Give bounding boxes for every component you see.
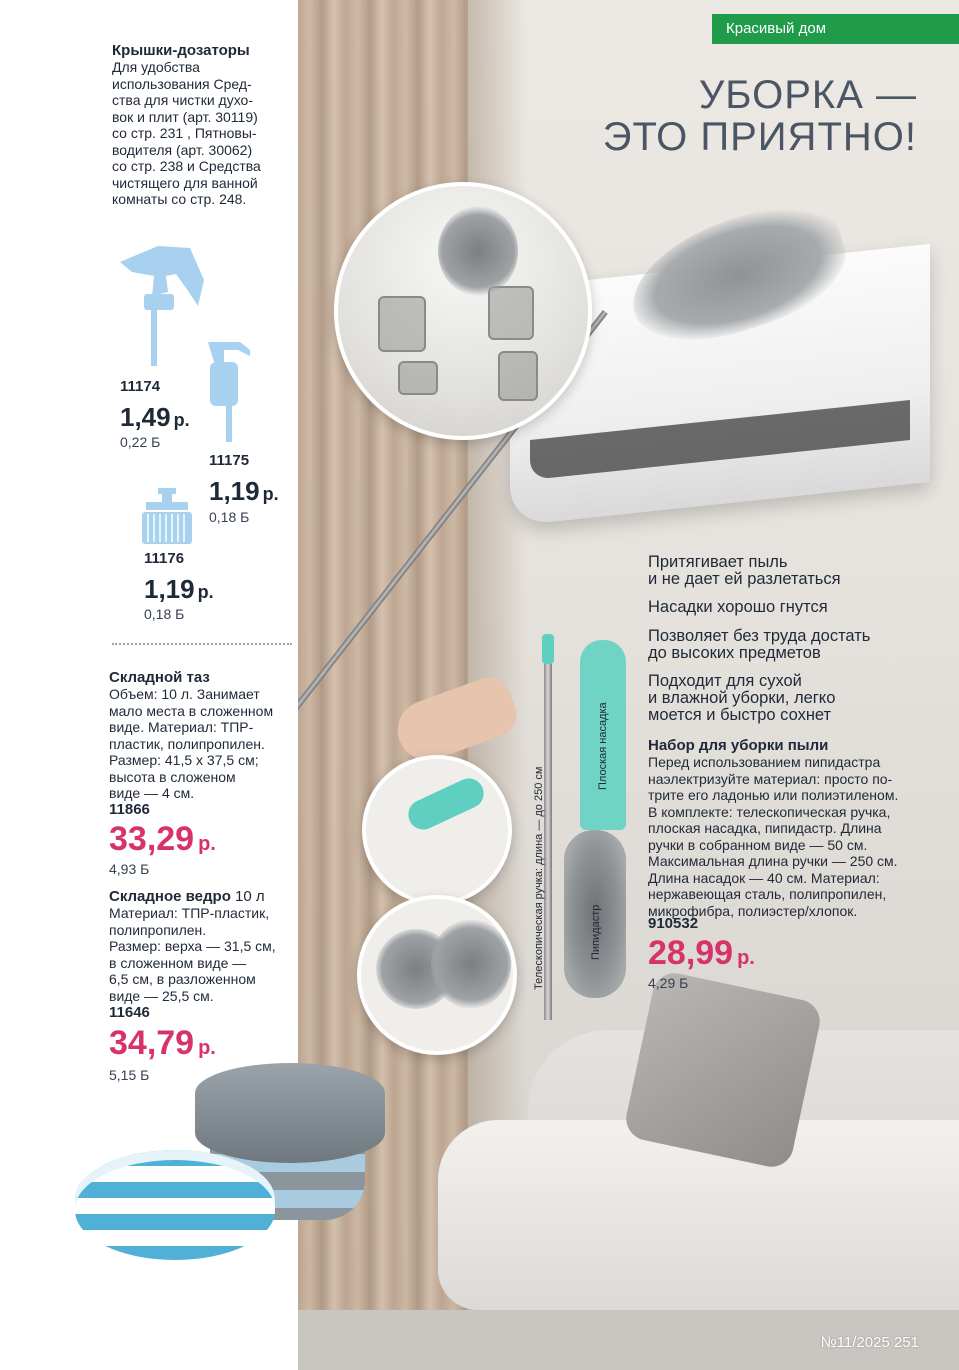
feature-item xyxy=(648,628,870,662)
bucket-description xyxy=(109,905,295,1004)
price-value: 33,29 xyxy=(109,820,195,858)
currency: р. xyxy=(173,410,190,430)
desc-line: чистящего для ванной xyxy=(112,174,258,191)
price xyxy=(209,476,279,507)
article-number: 11646 xyxy=(109,1004,150,1021)
price-value: 1,19 xyxy=(209,476,260,506)
currency: р. xyxy=(198,1037,216,1059)
page-headline xyxy=(603,74,917,158)
currency: р. xyxy=(262,484,279,504)
price xyxy=(120,402,190,433)
desc-line: наэлектризуйте материал: просто по- xyxy=(648,770,893,787)
desc-line: ства для чистки духо- xyxy=(112,92,253,108)
feature-line: и влажной уборки, легко xyxy=(648,689,836,707)
telescopic-handle-tip xyxy=(542,634,554,664)
desc-line: ручки в собранном виде — 50 см. xyxy=(648,836,868,853)
duster-fluff xyxy=(438,206,518,296)
price xyxy=(109,820,216,859)
desc-line: виде — 4 см. xyxy=(109,785,195,801)
price-value: 34,79 xyxy=(109,1024,195,1062)
desc-line: Для удобства xyxy=(112,59,200,75)
headline-line: УБОРКА — xyxy=(698,73,917,117)
issue-number: №11/2025 xyxy=(820,1334,890,1351)
currency: р. xyxy=(198,833,216,855)
desc-line: Объем: 10 л. Занимает xyxy=(109,686,260,702)
points: 4,29 Б xyxy=(648,975,689,991)
price xyxy=(109,1024,216,1063)
page-number: 251 xyxy=(893,1334,919,1351)
spray-trigger-icon xyxy=(118,236,208,368)
category-tab: Красивый дом xyxy=(712,14,959,44)
currency: р. xyxy=(197,582,214,602)
desc-line: водителя (арт. 30062) xyxy=(112,141,253,158)
handle-label: Телескопическая ручка: длина — до 250 см xyxy=(533,766,545,990)
desc-line: Размер: 41,5 х 37,5 см; xyxy=(109,752,259,768)
feature-line: Притягивает пыль xyxy=(648,553,788,571)
desc-line: со стр. 231 , Пятновы- xyxy=(112,125,257,141)
desc-line: использования Сред- xyxy=(112,75,252,92)
folding-bucket-rim xyxy=(195,1063,385,1163)
article-number: 910532 xyxy=(648,915,699,932)
page-footer xyxy=(821,1334,919,1351)
basin-title: Складной таз xyxy=(109,669,210,686)
lamp-shade xyxy=(488,286,534,340)
points: 0,22 Б xyxy=(120,434,161,450)
desc-line: в сложенном виде — xyxy=(109,954,247,971)
duster-circle-image xyxy=(357,895,517,1055)
folding-basin-image xyxy=(75,1150,275,1260)
feature-line: Насадки хорошо гнутся xyxy=(648,598,828,616)
flat-nozzle-circle-image xyxy=(362,755,512,905)
pump-dispenser-icon xyxy=(206,336,256,444)
article-number: 11174 xyxy=(120,378,161,395)
desc-line: виде — 25,5 см. xyxy=(109,987,214,1004)
bucket-title xyxy=(109,888,265,905)
points: 4,93 Б xyxy=(109,861,150,877)
telescopic-handle xyxy=(544,640,552,1020)
desc-line: полипропилен. xyxy=(109,921,207,938)
desc-line: виде. Материал: ТПР- xyxy=(109,719,254,735)
basin-description xyxy=(109,686,295,802)
bucket-volume: 10 л xyxy=(230,888,265,905)
flat-nozzle-shape xyxy=(403,774,488,835)
feature-line: и не дает ей разлетаться xyxy=(648,570,841,588)
headline-line: ЭТО ПРИЯТНО! xyxy=(602,115,917,159)
desc-line: нержавеющая сталь, полипропилен, xyxy=(648,886,887,902)
article-number: 11866 xyxy=(109,801,150,818)
desc-line: пластик, полипропилен. xyxy=(109,735,265,752)
pipidastr-label: Пипидастр xyxy=(590,904,602,960)
dispensers-title: Крышки-дозаторы xyxy=(112,42,250,59)
price-value: 1,49 xyxy=(120,402,171,432)
duster-fluff xyxy=(431,919,511,1009)
desc-line: В комплекте: телескопическая ручка, xyxy=(648,803,891,820)
desc-line: трите его ладонью или полиэтиленом. xyxy=(648,787,899,803)
points: 0,18 Б xyxy=(209,509,250,525)
divider xyxy=(112,643,292,645)
desc-line: микрофибра, полиэстер/хлопок. xyxy=(648,902,858,919)
bucket-title-bold: Складное ведро xyxy=(109,888,231,905)
desc-line: комнаты со стр. 248. xyxy=(112,191,247,207)
currency: р. xyxy=(737,947,755,969)
dispenser-cap-icon xyxy=(140,488,194,544)
article-number: 11175 xyxy=(209,452,250,469)
price xyxy=(144,574,214,605)
feature-line: Подходит для сухой xyxy=(648,672,802,690)
desc-line: Перед использованием пипидастра xyxy=(648,754,881,770)
price-value: 28,99 xyxy=(648,934,734,972)
desc-line: Длина насадок — 40 см. Материал: xyxy=(648,869,880,886)
price-value: 1,19 xyxy=(144,574,195,604)
desc-line: Максимальная длина ручки — 250 см. xyxy=(648,853,898,869)
article-number: 11176 xyxy=(144,550,185,567)
feature-item xyxy=(648,554,841,588)
dispensers-description xyxy=(112,59,292,208)
desc-line: высота в сложеном xyxy=(109,768,236,785)
feature-item xyxy=(648,673,835,724)
feature-line: до высоких предметов xyxy=(648,644,821,662)
desc-line: мало места в сложенном xyxy=(109,702,274,719)
dust-kit-description xyxy=(648,754,933,919)
feature-line: Позволяет без труда достать xyxy=(648,627,871,645)
dust-kit-title: Набор для уборки пыли xyxy=(648,737,829,754)
feature-item xyxy=(648,599,828,616)
desc-line: 6,5 см, в разложенном xyxy=(109,971,256,987)
lamp-shade xyxy=(378,296,426,352)
desc-line: плоская насадка, пипидастр. Длина xyxy=(648,820,882,836)
lamp-shade xyxy=(398,361,438,395)
chandelier-circle-image xyxy=(334,182,592,440)
price xyxy=(648,934,755,973)
pillow xyxy=(622,969,824,1171)
desc-line: со стр. 238 и Средства xyxy=(112,158,261,174)
desc-line: вок и плит (арт. 30119) xyxy=(112,108,258,125)
desc-line: Материал: ТПР-пластик, xyxy=(109,905,270,921)
points: 5,15 Б xyxy=(109,1067,150,1083)
lamp-shade xyxy=(498,351,538,401)
points: 0,18 Б xyxy=(144,606,185,622)
flat-nozzle-label: Плоская насадка xyxy=(597,702,609,790)
desc-line: Размер: верха — 31,5 см, xyxy=(109,938,276,954)
feature-line: моется и быстро сохнет xyxy=(648,706,832,724)
